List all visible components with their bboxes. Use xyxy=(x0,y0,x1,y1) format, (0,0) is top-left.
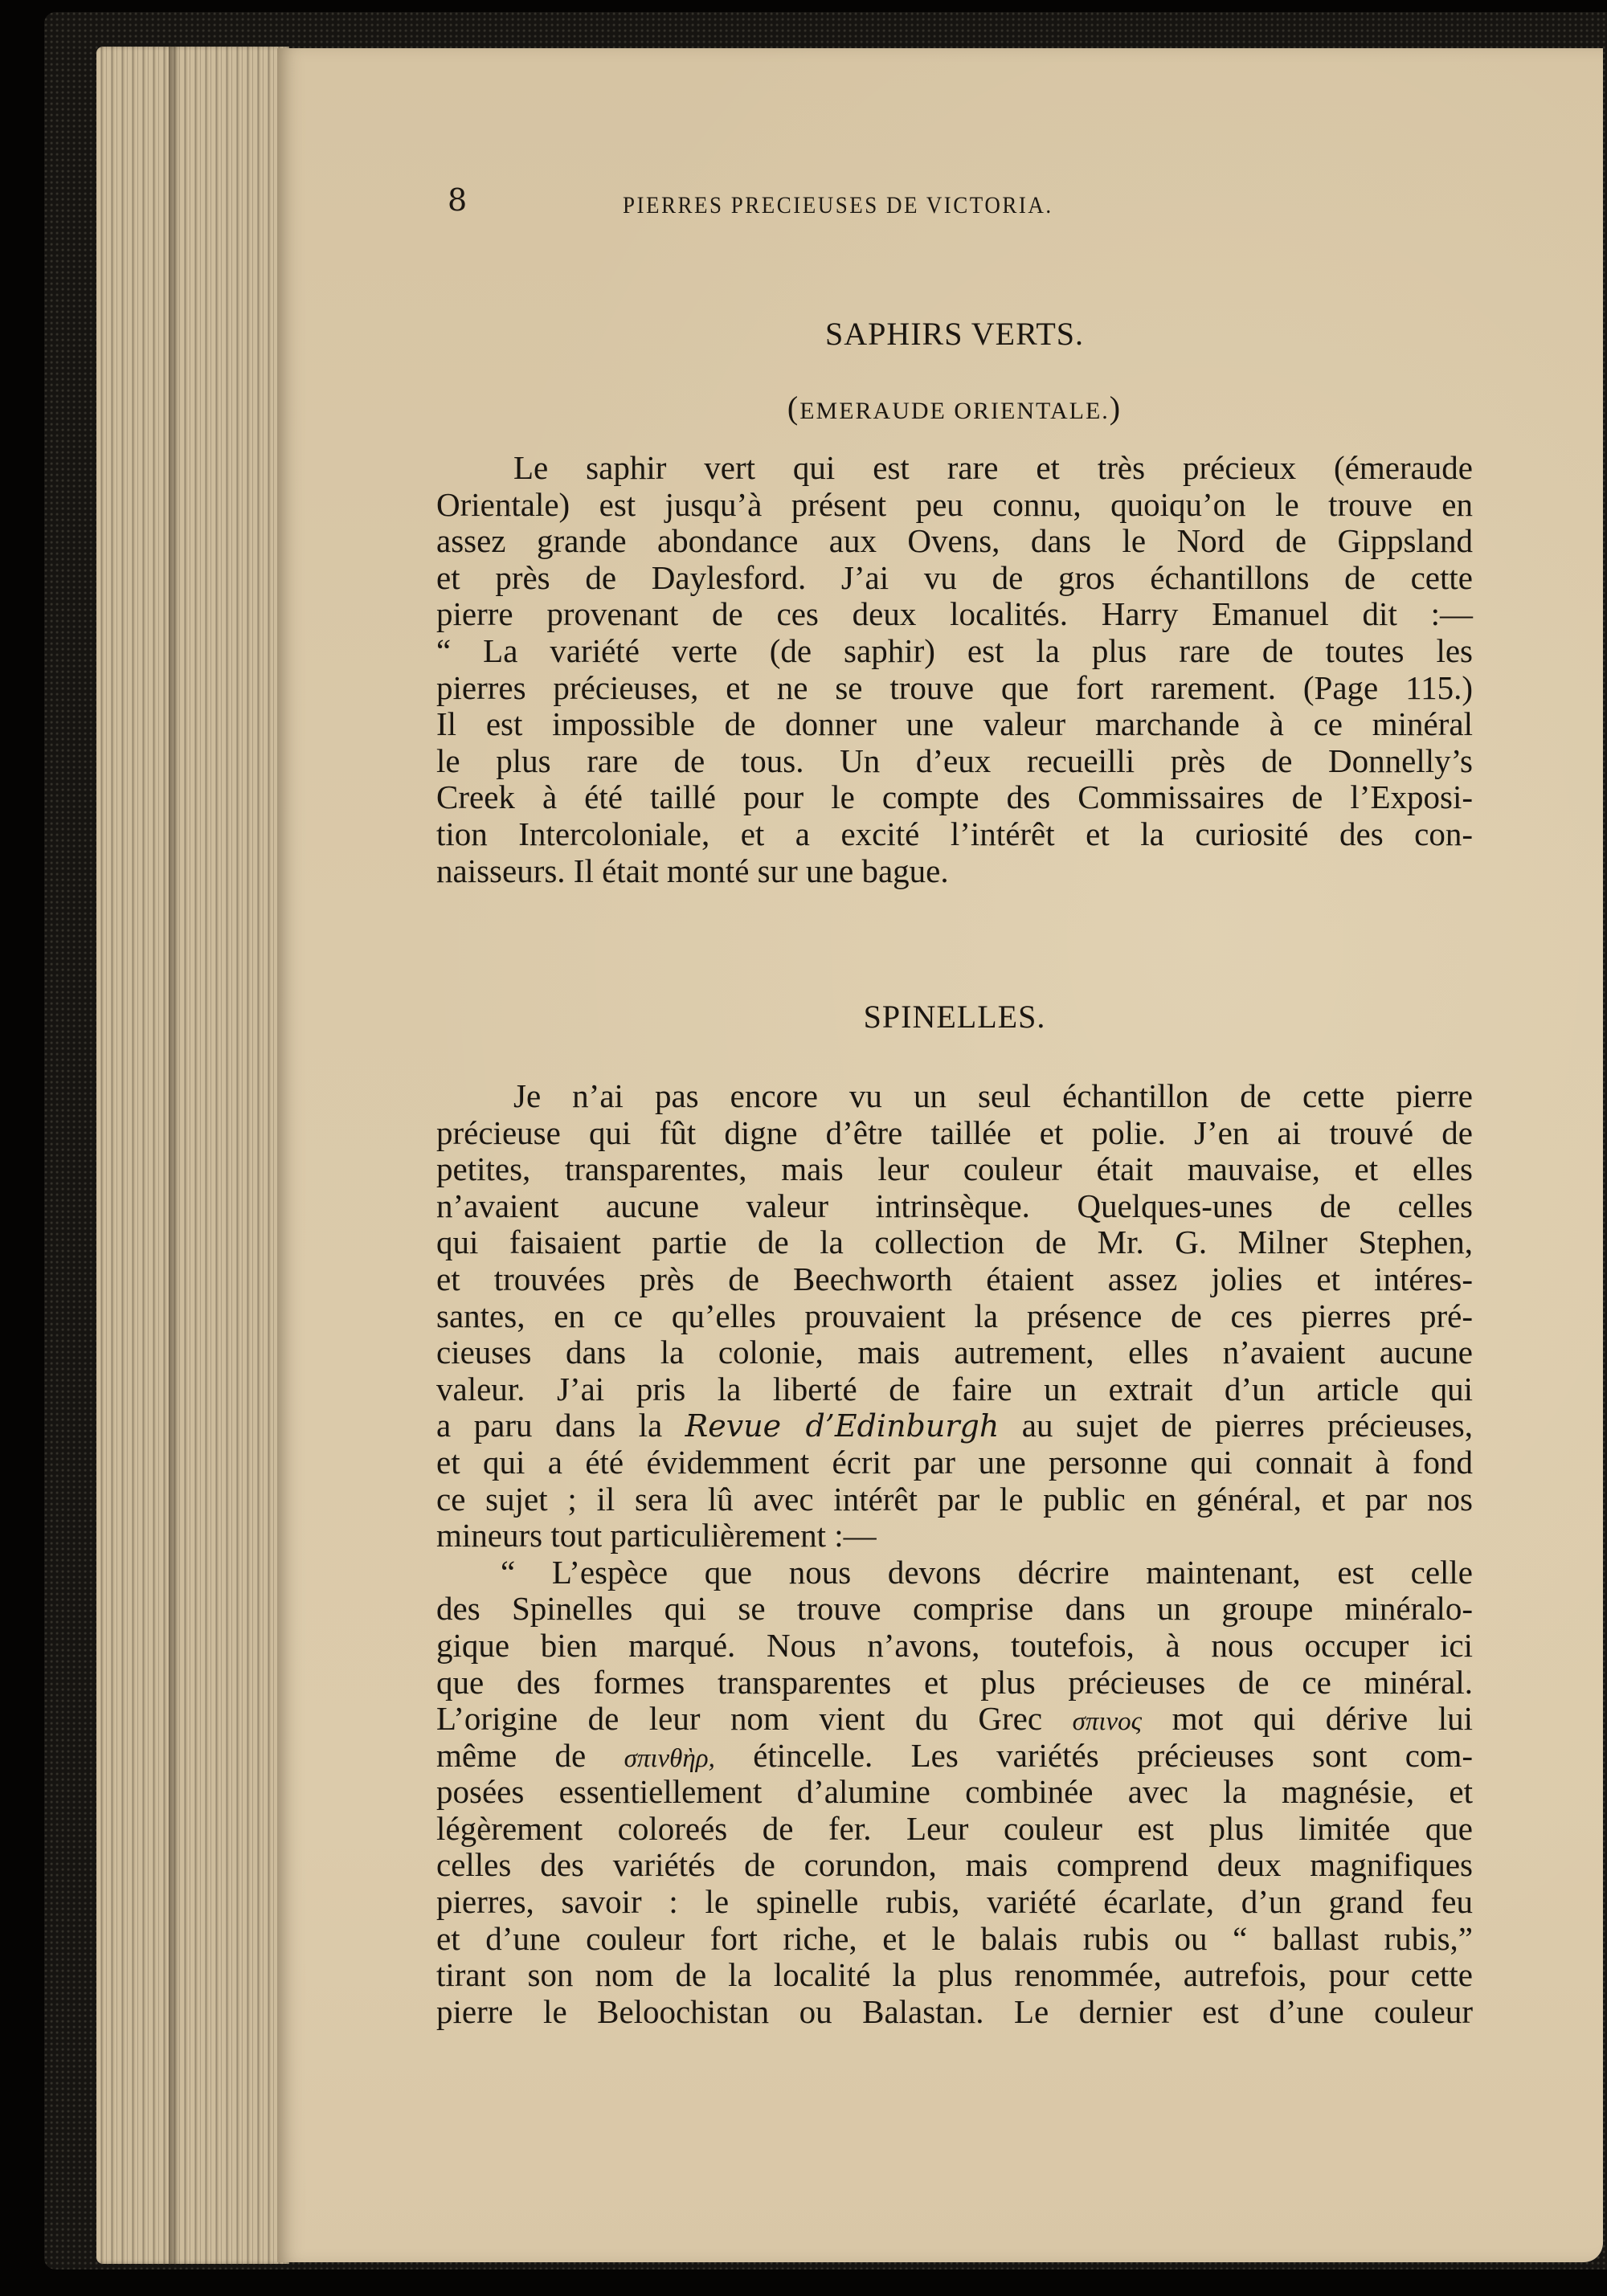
text-segment: étincelle. Les variétés précieuses sont com- xyxy=(714,1736,1473,1774)
text-line: et d’une couleur fort riche, et le balais rubis ou “ ballast rubis,” xyxy=(436,1919,1473,1957)
subtitle-text: EMERAUDE ORIENTALE. xyxy=(799,398,1110,424)
section-title-saphirs-verts: SAPHIRS VERTS. xyxy=(824,316,1085,352)
text-line: assez grande abondance aux Ovens, dans le Nord de Gippsland xyxy=(436,522,1473,560)
text-line: tirant son nom de la localité la plus renommée, autrefois, pour cette xyxy=(436,1956,1473,1994)
text-line: n’avaient aucune valeur intrinsèque. Quelques-unes de celles xyxy=(436,1187,1473,1224)
text-line: “ La variété verte (de saphir) est la plus rare de toutes les xyxy=(436,631,1473,669)
text-line: celles des variétés de corundon, mais comprend deux magnifiques xyxy=(436,1846,1473,1884)
running-head: PIERRES PRECIEUSES DE VICTORIA. xyxy=(623,191,1053,219)
paragraph-saphirs-verts xyxy=(436,450,1473,889)
subtitle-close-paren: ) xyxy=(1109,390,1122,426)
text-line: pierres précieuses, et ne se trouve que fort rarement. (Page 115.) xyxy=(436,668,1473,706)
text-line: Il est impossible de donner une valeur marchande à ce minéral xyxy=(436,705,1473,743)
text-line: pierres, savoir : le spinelle rubis, variété écarlate, d’un grand feu xyxy=(436,1883,1473,1921)
text-line: Je n’ai pas encore vu un seul échantillon de cette pierre xyxy=(513,1077,1473,1114)
text-line: ce sujet ; il sera lû avec intérêt par le public en général, et par nos xyxy=(436,1480,1473,1518)
text-line: posées essentiellement d’alumine combinée avec la magnésie, et xyxy=(436,1773,1473,1811)
text-line-with-greek xyxy=(436,1738,1473,1775)
text-segment: L’origine de leur nom vient du Grec xyxy=(436,1700,1073,1738)
greek-word: σπινος xyxy=(1072,1707,1143,1737)
text-line: petites, transparentes, mais leur couleur était mauvaise, et elles xyxy=(436,1150,1473,1188)
text-line: et trouvées près de Beechworth étaient assez jolies et intéres- xyxy=(436,1260,1473,1297)
text-segment: mot qui dérive lui xyxy=(1142,1700,1473,1738)
text-line-with-italic xyxy=(436,1407,1473,1444)
subtitle-open-paren: ( xyxy=(787,390,800,426)
section-subtitle-emeraude-orientale xyxy=(436,392,1473,424)
text-line: des Spinelles qui se trouve comprise dans un groupe minéralo- xyxy=(436,1590,1473,1628)
text-line: pierre provenant de ces deux localités. Harry Emanuel dit :— xyxy=(436,595,1473,633)
text-segment: au sujet de pierres précieuses, xyxy=(999,1407,1474,1444)
page-edge-shadow xyxy=(169,47,180,2264)
text-line: le plus rare de tous. Un d’eux recueilli près de Donnelly’s xyxy=(436,742,1473,779)
text-line: naisseurs. Il était monté sur une bague. xyxy=(436,852,949,889)
text-line-with-greek xyxy=(436,1701,1473,1738)
text-line: Le saphir vert qui est rare et très précieux (émeraude xyxy=(513,449,1473,486)
text-line: “ L’espèce que nous devons décrire maintenant, est celle xyxy=(501,1553,1473,1591)
book-page xyxy=(277,48,1603,2262)
text-line: et près de Daylesford. J’ai vu de gros échantillons de cette xyxy=(436,558,1473,596)
text-line: que des formes transparentes et plus précieuses de ce minéral. xyxy=(436,1663,1473,1701)
text-segment: a paru dans la xyxy=(436,1407,685,1444)
section-title-spinelles: SPINELLES. xyxy=(863,999,1046,1035)
text-line: pierre le Beloochistan ou Balastan. Le dernier est d’une couleur xyxy=(436,1992,1473,2030)
text-line: santes, en ce qu’elles prouvaient la présence de ces pierres pré- xyxy=(436,1297,1473,1334)
text-line: cieuses dans la colonie, mais autrement, elles n’avaient aucune xyxy=(436,1334,1473,1371)
text-line: et qui a été évidemment écrit par une personne qui connait à fond xyxy=(436,1443,1473,1481)
page-number: 8 xyxy=(448,182,468,218)
paragraph-spinelles xyxy=(436,1078,1473,2030)
text-line: valeur. J’ai pris la liberté de faire un extrait d’un article qui xyxy=(436,1370,1473,1407)
text-line: qui faisaient partie de la collection de Mr. G. Milner Stephen, xyxy=(436,1224,1473,1261)
text-line: Creek à été taillé pour le compte des Commissaires de l’Exposi- xyxy=(436,778,1473,816)
text-line: gique bien marqué. Nous n’avons, toutefois, à nous occuper ici xyxy=(436,1626,1473,1664)
greek-word: σπινθὴρ, xyxy=(624,1743,715,1773)
text-line: mineurs tout particulièrement :— xyxy=(436,1517,877,1554)
text-segment: même de xyxy=(436,1736,624,1774)
text-line: Orientale) est jusqu’à présent peu connu, quoiqu’on le trouve en xyxy=(436,485,1473,523)
text-line: tion Intercoloniale, et a excité l’intérêt et la curiosité des con- xyxy=(436,815,1473,852)
text-line: légèrement coloreés de fer. Leur couleur est plus limitée que xyxy=(436,1809,1473,1847)
page-edges xyxy=(96,47,289,2264)
italic-title-revue-dedinburgh: Revue d’Edinburgh xyxy=(685,1408,1000,1444)
text-line: précieuse qui fût digne d’être taillée et polie. J’en ai trouvé de xyxy=(436,1113,1473,1151)
